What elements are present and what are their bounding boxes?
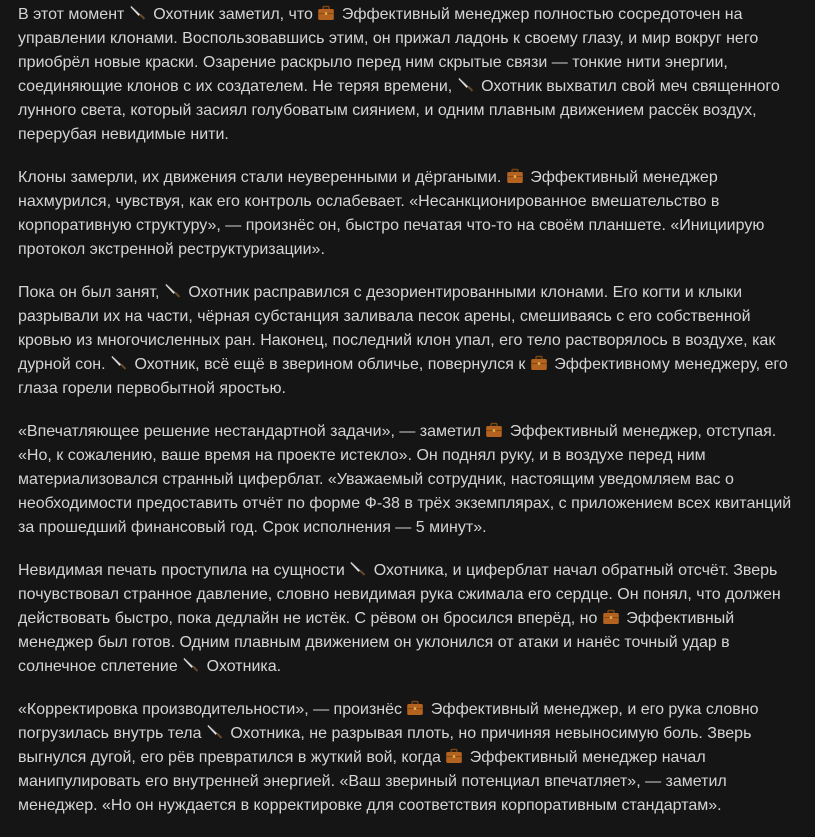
story-paragraph <box>18 698 803 818</box>
paragraph-text: Эффективный менеджер, отступая. «Но, к сожалению, ваше время на проекте истекло». Он поднял руку, и в воздухе перед ним материализовался странный циферблат. «Уважаемый сотрудник, настоящим уведомляем вас о необходимости предоставить отчёт по форме Ф-38 в трёх экземплярах, с приложением всех квитанций за прошедший финансовый год. Срок исполнения — 5 минут». <box>18 423 792 536</box>
paragraph-text: Эффективный менеджер полностью сосредоточен на управлении клонами. Воспользовавшись этим, он прижал ладонь к своему глазу, и мир вокруг него приобрёл новые краски. Озарение раскрыло перед ним скрытые связи — тонкие нити энергии, соединяющие клонов с их создателем. Не теряя времени, <box>18 6 759 95</box>
paragraph-text: Эффективный менеджер был готов. Одним плавным движением он уклонился от атаки и нанёс точный удар в солнечное сплетение <box>18 610 735 675</box>
paragraph-text: Охотника. <box>206 658 282 675</box>
paragraph-text: Охотника, и циферблат начал обратный отсчёт. Зверь почувствовал странное давление, словно невидимая рука сжимала его сердце. Он понял, что должен действовать быстро, пока дедлайн не истёк. С рёвом он бросился вперёд, но <box>18 562 781 627</box>
briefcase-icon <box>485 421 503 439</box>
briefcase-icon <box>530 354 548 372</box>
paragraph-text: Пока он был занят, <box>18 284 164 301</box>
briefcase-icon <box>317 4 335 22</box>
story-paragraph <box>18 559 803 679</box>
knife-icon <box>110 354 128 372</box>
paragraph-text: Эффективный менеджер нахмурился, чувствуя, как его контроль ослабевает. «Несанкционированное вмешательство в корпоративную структуру», — произнёс он, быстро печатая что-то на своём планшете. «Инициирую протокол экстренной реструктуризации». <box>18 169 765 258</box>
briefcase-icon <box>406 699 424 717</box>
briefcase-icon <box>506 167 524 185</box>
story-paragraph <box>18 166 803 262</box>
paragraph-text: Эффективному менеджеру, его глаза горели первобытной яростью. <box>18 356 788 397</box>
paragraph-text: Охотник, всё ещё в зверином обличье, повернулся к <box>134 356 530 373</box>
knife-icon <box>164 282 182 300</box>
paragraph-text: «Впечатляющее решение нестандартной задачи», — заметил <box>18 423 486 440</box>
story-paragraph <box>18 281 803 401</box>
paragraph-text: Эффективный менеджер, и его рука словно погрузилась внутрь тела <box>18 701 759 742</box>
paragraph-text: Охотник выхватил свой меч священного лунного света, который засиял голубоватым сиянием, и одним плавным движением рассёк воздух, перерубая невидимые нити. <box>18 78 780 143</box>
paragraph-text: «Корректировка производительности», — произнёс <box>18 701 407 718</box>
paragraph-text: Эффективный менеджер начал манипулировать его внутренней энергией. «Ваш звериный потенциал впечатляет», — заметил менеджер. «Но он нуждается в корректировке для соответствия корпоративным стандартам». <box>18 749 727 814</box>
story-paragraph <box>18 420 803 540</box>
paragraph-text: Охотник заметил, что <box>153 6 318 23</box>
story-text <box>18 3 803 837</box>
knife-icon <box>129 4 147 22</box>
knife-icon <box>182 656 200 674</box>
paragraph-text: Охотник расправился с дезориентированными клонами. Его когти и клыки разрывали их на части, чёрная субстанция заливала песок арены, смешиваясь с его собственной кровью из многочисленных ран. Наконец, последний клон упал, его тело растворялось в воздухе, как дурной сон. <box>18 284 776 373</box>
knife-icon <box>206 723 224 741</box>
story-paragraph <box>18 3 803 147</box>
paragraph-text: Охотника, не разрывая плоть, но причиняя невыносимую боль. Зверь выгнулся дугой, его рёв превратился в жуткий вой, когда <box>18 725 752 766</box>
knife-icon <box>457 76 475 94</box>
paragraph-text: Клоны замерли, их движения стали неуверенными и дёргаными. <box>18 169 506 186</box>
knife-icon <box>349 560 367 578</box>
paragraph-text: Невидимая печать проступила на сущности <box>18 562 350 579</box>
briefcase-icon <box>445 747 463 765</box>
paragraph-text: В этот момент <box>18 6 129 23</box>
briefcase-icon <box>602 608 620 626</box>
